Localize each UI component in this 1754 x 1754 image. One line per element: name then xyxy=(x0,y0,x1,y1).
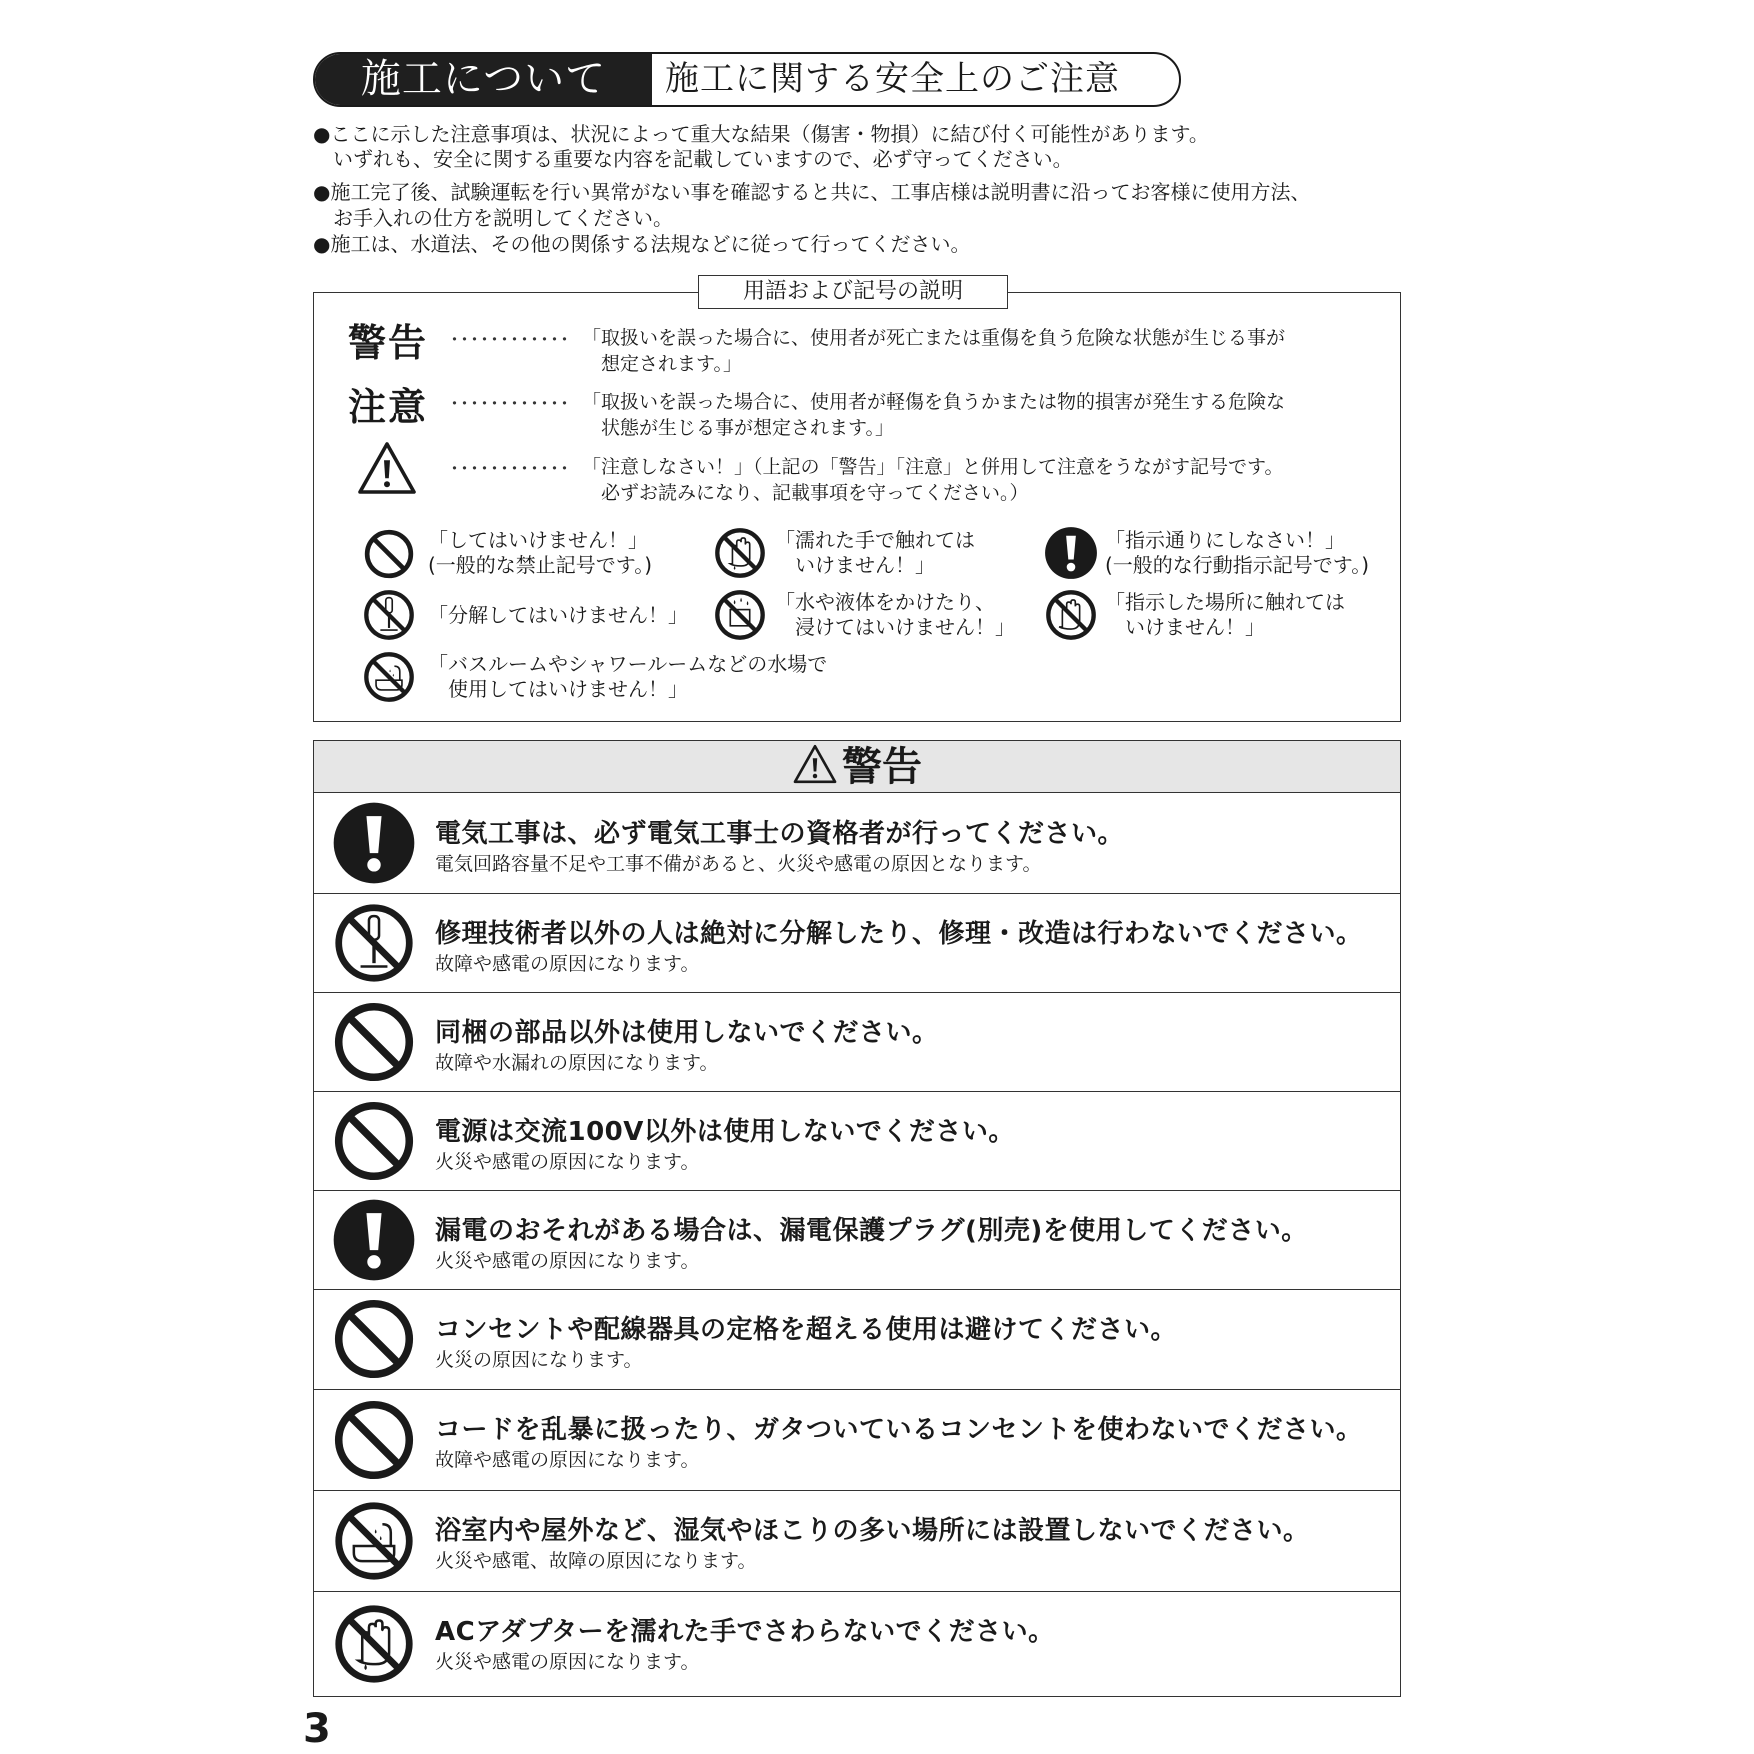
prohibition-icon xyxy=(332,1297,416,1381)
symbol-desc: 「水や液体をかけたり、 xyxy=(775,590,995,614)
warning-main-text: 電気工事は、必ず電気工事士の資格者が行ってください。 xyxy=(435,819,1125,849)
section-banner xyxy=(313,52,1181,107)
warning-main-text: 修理技術者以外の人は絶対に分解したり、修理・改造は行わないでください。 xyxy=(435,919,1363,949)
warning-sub-text: 故障や感電の原因になります。 xyxy=(435,953,700,975)
warning-header xyxy=(314,741,1400,793)
intro-line: いずれも、安全に関する重要な内容を記載していますので、必ず守ってください。 xyxy=(313,147,1073,171)
no-bathroom-icon xyxy=(332,1499,416,1583)
row-divider xyxy=(314,992,1400,993)
leader-dots: ････････････ xyxy=(450,394,570,415)
symbol-desc: 浸けてはいけません！」 xyxy=(775,615,1015,639)
symbol-desc: 使用してはいけません！」 xyxy=(428,677,688,701)
term-caution: 注意 xyxy=(348,385,429,429)
warning-sub-text: 火災や感電の原因になります。 xyxy=(435,1151,700,1173)
warning-main-text: 浴室内や屋外など、湿気やほこりの多い場所には設置しないでください。 xyxy=(435,1516,1310,1546)
symbol-desc: 「指示通りにしなさい！」 xyxy=(1105,528,1345,552)
warning-main-text: コンセントや配線器具の定格を超える使用は避けてください。 xyxy=(435,1315,1178,1345)
legend-title: 用語および記号の説明 xyxy=(698,275,1008,309)
symbol-desc: 「濡れた手で触れては xyxy=(775,528,975,552)
term-desc: 必ずお読みになり、記載事項を守ってください。） xyxy=(582,482,1029,504)
warning-heading xyxy=(314,741,1400,793)
warning-sub-text: 故障や感電の原因になります。 xyxy=(435,1449,700,1471)
symbol-desc: (一般的な禁止記号です。) xyxy=(428,553,653,577)
warning-sub-text: 故障や水漏れの原因になります。 xyxy=(435,1052,719,1074)
mandatory-icon xyxy=(1044,526,1098,580)
warning-main-text: 同梱の部品以外は使用しないでください。 xyxy=(435,1018,939,1048)
symbol-desc: 「指示した場所に触れては xyxy=(1105,590,1345,614)
section-subtitle: 施工に関する安全上のご注意 xyxy=(665,59,1120,99)
intro-line: ●施工は、水道法、その他の関係する法規などに従って行ってください。 xyxy=(313,232,971,256)
no-wet-hands-icon xyxy=(713,526,767,580)
symbol-desc: (一般的な行動指示記号です。) xyxy=(1105,553,1370,577)
prohibition-icon xyxy=(332,1398,416,1482)
warning-main-text: ACアダプターを濡れた手でさわらないでください。 xyxy=(435,1617,1055,1647)
intro-line: お手入れの仕方を説明してください。 xyxy=(313,206,673,230)
row-divider xyxy=(314,1190,1400,1191)
warning-sub-text: 火災の原因になります。 xyxy=(435,1349,643,1371)
symbol-desc: 「分解してはいけません！」 xyxy=(428,603,688,627)
leader-dots: ････････････ xyxy=(450,459,570,480)
leader-dots: ････････････ xyxy=(450,330,570,351)
term-desc: 想定されます。」 xyxy=(582,353,742,375)
page-number: 3 xyxy=(303,1706,331,1752)
warning-sub-text: 電気回路容量不足や工事不備があると、火災や感電の原因となります。 xyxy=(435,853,1042,875)
caution-icon xyxy=(357,441,417,495)
row-divider xyxy=(314,1591,1400,1592)
no-disassembly-icon xyxy=(332,901,416,985)
no-disassembly-icon xyxy=(362,588,416,642)
no-bathroom-icon xyxy=(362,650,416,704)
term-desc: 「取扱いを誤った場合に、使用者が軽傷を負うかまたは物的損害が発生する危険な xyxy=(582,391,1286,413)
prohibition-icon xyxy=(363,528,415,580)
row-divider xyxy=(314,1289,1400,1290)
row-divider xyxy=(314,1389,1400,1390)
prohibition-icon xyxy=(332,1000,416,1084)
prohibition-icon xyxy=(332,1099,416,1183)
warning-main-text: 電源は交流100V以外は使用しないでください。 xyxy=(435,1117,1015,1147)
term-desc: 「注意しなさい！」（上記の「警告」「注意」と併用して注意をうながす記号です。 xyxy=(582,456,1284,478)
mandatory-icon xyxy=(332,801,416,885)
warning-main-text: 漏電のおそれがある場合は、漏電保護プラグ(別売)を使用してください。 xyxy=(435,1216,1308,1246)
symbol-desc: 「バスルームやシャワールームなどの水場で xyxy=(428,652,828,676)
symbol-desc: 「してはいけません！」 xyxy=(428,528,648,552)
mandatory-icon xyxy=(332,1198,416,1282)
section-title: 施工について xyxy=(315,54,652,105)
symbol-desc: いけません！」 xyxy=(775,553,935,577)
row-divider xyxy=(314,1091,1400,1092)
warning-sub-text: 火災や感電の原因になります。 xyxy=(435,1651,700,1673)
warning-main-text: コードを乱暴に扱ったり、ガタついているコンセントを使わないでください。 xyxy=(435,1415,1363,1445)
caution-icon xyxy=(792,744,838,784)
warning-sub-text: 火災や感電の原因になります。 xyxy=(435,1250,700,1272)
term-warning: 警告 xyxy=(348,321,429,365)
intro-line: ●ここに示した注意事項は、状況によって重大な結果（傷害・物損）に結び付く可能性があります。 xyxy=(313,122,1209,146)
warning-heading-text: 警告 xyxy=(842,744,922,790)
no-water-icon xyxy=(713,588,767,642)
row-divider xyxy=(314,893,1400,894)
term-desc: 「取扱いを誤った場合に、使用者が死亡または重傷を負う危険な状態が生じる事が xyxy=(582,327,1286,349)
no-wet-hands-icon xyxy=(332,1602,416,1686)
row-divider xyxy=(314,1490,1400,1491)
no-touch-icon xyxy=(1044,588,1098,642)
symbol-desc: いけません！」 xyxy=(1105,615,1265,639)
term-desc: 状態が生じる事が想定されます。」 xyxy=(582,417,894,439)
intro-line: ●施工完了後、試験運転を行い異常がない事を確認すると共に、工事店様は説明書に沿ってお客様に使用方法、 xyxy=(313,180,1311,204)
warning-sub-text: 火災や感電、故障の原因になります。 xyxy=(435,1550,757,1572)
